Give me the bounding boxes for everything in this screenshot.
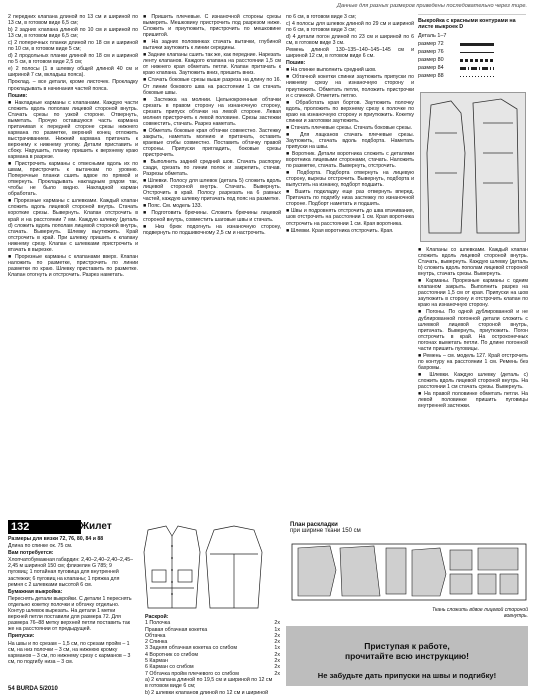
paragraph: ■ Ремень – см. модель 127. Край отстрочить по контуру на расстоянии 1 см. Ремень без бахромы.	[418, 352, 528, 371]
cutting-list	[145, 614, 280, 696]
paragraph: Хлопчатобумажная габардин: 2,40–2,40–2,40–2,45–2,45 м шириной 150 см; флизелин G 785; 9 пуговиц; 1 потайная пуговица для внутренней застежки; 6 пуговиц на клапаны; 1 пряжка для ремня с 2 шлевками высотой 6 см.	[8, 557, 133, 588]
paragraph: ■ Пристрочить карманы с отвесными вдоль их по швам, пристрочить к вытачкам по уровню. Поперечные планки сшить вдвое по прямой и отвернуть. Прокладывать накладным рядом так, чтобы не было видно. Накладной карман обработать.	[8, 161, 138, 198]
part-qty: 2x	[274, 620, 280, 627]
paragraph: ■ Застежка на молнии. Цельнокроенные обтачки срезать в правом сторону на изнаночную сторону, срезать припуск обтачки на левой стороне. Левая молния пристрочить к левой половине. Срезы застежки совместить, стачать. Разрез наметать.	[143, 96, 281, 127]
text-column-2	[143, 14, 281, 237]
part-name: Правая обтачная кокетка	[145, 626, 208, 633]
paragraph: ■ Низ брюк подогнуть на изнаночную сторону, подвернуть по подшивочному 2,5 см и настрочить.	[143, 223, 281, 236]
size-label: Деталь 1–7	[418, 33, 447, 40]
paragraph: ■ Воротник. Детали воротника сложить с деталями воротника лицевыми сторонами, стачать. Наложить по разметке, стачать. Вывернуть, отстрочить.	[286, 150, 414, 170]
paragraph: Проклад. – все детали, кроме листочек. Прокладку прокладывать в начинания частей пояса.	[8, 79, 138, 92]
paragraph: ■ Обметать боковые края обтачки совместно. Застежку закрыть, наметать молнию и притачать, оставить краевые сгибы совместно. Поставить обтачку правой стороны. Припуски пригладить, боковые срезы пристрочить.	[143, 127, 281, 159]
part-name: b) 2 шлевки клапанов длиной по 12 см и шириной	[145, 689, 269, 696]
section-heading: Пошив:	[286, 60, 306, 67]
part-qty: 2x	[274, 658, 280, 665]
paragraph: Переснять детали выкройки. С детали 1 переснять отдельно кокетку полочки и обтачку отдельно. Контур шлевок вырезать. На детали 1 метки верхней петли поставили для размера 72. Для размера 76–88 метку верхней петли поставить так же на расстоянии от предыдущей.	[8, 595, 132, 633]
part-qty: 2x	[274, 670, 280, 677]
line-swatch	[460, 43, 494, 46]
text-column-1	[8, 14, 138, 279]
paragraph: d) 2 продольных планки длиной по 18 см и шириной по 5 см, в готовом виде 2,5 см;	[8, 53, 138, 66]
layout-subtitle: при ширине ткани 150 см	[290, 528, 361, 534]
paragraph: ■ Шлевки. Края воротника отстрочить. Края.	[286, 227, 394, 234]
paragraph: Ремень длиной 130–135–140–145–145 см и шириной 12 см, в готовом виде 6 см.	[286, 47, 414, 60]
paragraph: ■ На правой половинке обметать петли. На левой половинке пришить пуговицы внутренней застежки.	[418, 391, 528, 410]
paragraph: d) 4 детали погон длиной по 23 см и шириной по 6 см, в готовом виде 3 см.	[286, 34, 414, 47]
paragraph: ■ Пояс. См. модель 133.	[143, 203, 203, 210]
size-legend-row	[418, 40, 526, 48]
paragraph: ■ Обработать края бортов. Заутюжить полочку вдоль, проложить по верхнему срезу к полочке по краю на изнаночную сторону и приутюжить. Кокетку спинки и заготовки заутюжить.	[286, 99, 414, 124]
technical-drawing	[138, 522, 273, 612]
paragraph: ■ Прорезные карманы с шлевками. Каждый клапан сложить вдоль лицевой стороной внутрь. Стачать короткие срезы. Вывернуть. Клапан отстрочить в край и на расстоянии 7 мм. Каждую шлевку (деталь d) сложить вдоль пополам лицевой стороной внутрь, стачать. Вывернуть. Шлевку выутюжить. Край отстрочить в край. При шлевку пришить к клапану нижнему срезу. Клапан с шлевками пристрочить и втачать в вырезке.	[8, 198, 138, 253]
text-column-3	[286, 14, 414, 235]
line-swatch	[460, 52, 494, 53]
banner-line-3: Не забудьте дать припуски на швы и подгибку!	[317, 671, 497, 680]
size-legend	[418, 14, 526, 87]
part-qty: 2x	[274, 651, 280, 658]
paragraph: ■ Клапаны со шлевками. Каждый клапан сложить вдоль лицевой стороной внутрь. Стачать, вывернуть. Каждую шлевку (деталь b) сложить вдоль пополам лицевой стороной внутрь, стачать срезы. Вывернуть.	[418, 247, 528, 278]
size-legend-row	[418, 64, 526, 72]
paragraph: На швы и по срезам – 1,5 см, по срезам пройм – 1 см, на низ полочки – 3 см, на нижнюю кромку карманов – 3 см, по нижнему срезу с карманов – 3 см, по подгибу низа – 3 см.	[8, 640, 131, 665]
banner-line-2: прочитайте всю инструкцию!	[344, 651, 470, 661]
paragraph: c) 4 полосы для шлевок длиной по 29 см и шириной по 6 см, в готовом виде 3 см;	[286, 21, 414, 34]
paragraph: по 6 см, в готовом виде 3 см;	[286, 14, 356, 20]
size-label: размер 72	[418, 41, 444, 48]
paragraph: ■ Швы и подровнять отстрочить до шва втачивания, шов отстрочить на расстоянии 1 см. Края воротника отстрочить на расстоянии 1 см. Края воротника.	[286, 208, 414, 227]
cutting-layout-svg	[290, 530, 528, 612]
paragraph: ■ Обтачной кокетки спинки заутюжить припуски по нижнему срезу на изнаночную сторону и приутюжить. Обметать петли, положить пристрочки и с спинкой. Отметить петлю.	[286, 74, 414, 99]
paragraph: ■ Подборта. Подборта отвернуть на лицевую сторону, вырезы отстрочить. Вывернуть, подборта и выпустить на изнанку, подборт подшить.	[286, 170, 414, 189]
paragraph: ■ Прорезные карманы с клапанами вверх. Клапан наложить по разметке, пристрочить по линии разметки по краю. Шлевку приставить по разметке. Клапан отогнуть и отстрочить. Разрез наметать.	[8, 253, 138, 278]
page-number: 54	[8, 686, 15, 692]
part-name: 6 Карман со сгибом	[145, 664, 194, 671]
part-name: Обтачка	[145, 632, 166, 639]
paragraph: e) 2 полосы (1 в шлевку общей длиной 40 см и шириной 7 см, вкладыш пояса).	[8, 66, 138, 79]
paragraph: ■ На задних половинках стачать вытачки, глубиной вытачки заутюжить к линии середины.	[143, 39, 281, 52]
cutting-layout-diagram	[290, 530, 528, 612]
sizes-line: Размеры для вязки 72, 76, 80, 84 и 88	[8, 536, 104, 542]
part-name: 7 Обтачка пройм плечевого со сгибом	[145, 670, 239, 677]
length-line: Длина по спинке ок. 75 см.	[8, 543, 73, 550]
paragraph: ■ Подготовить брючины. Сложить брючины лицевой стороной внутрь, совместить шаговые швы и стачать.	[143, 210, 281, 223]
section-heading: Раскрой:	[145, 614, 169, 620]
pattern-thumbnail-drawing	[421, 93, 525, 241]
size-label: размер 76	[418, 49, 444, 56]
size-label: размер 84	[418, 65, 444, 72]
size-legend-row	[418, 72, 526, 80]
paragraph: ■ Для лацканов стачать плечевые срезы. Заутюжить, стачать вдоль подборта. Наметать припуски на швы.	[286, 131, 414, 150]
paragraph: b) 2 задних клапана длиной по 10 см и шириной по 13 см, в готовом виде 6,5 см;	[8, 27, 138, 40]
paragraph: ■ Задние клапаны сшить так же, как передние. Нарезать ленту клапанов. Каждого клапана на расстоянии 1,5 см от нижнего края обметать петли. Клапан притачать к краю клапана. Заутюжить вниз, пришить вниз.	[143, 52, 281, 77]
part-name: 2 Спинка	[145, 639, 168, 646]
banner-line-1: Приступая к работе,	[364, 641, 450, 651]
part-name: в готовом виде 6 см;	[145, 683, 196, 690]
paragraph: ■ Шлевки. Каждую шлевку (деталь с) сложить вдоль лицевой стороной внутрь. На расстоянии 1 см стачать срезы. Вывернуть.	[418, 371, 528, 391]
part-name: 1 Полочка	[145, 620, 171, 627]
cutting-row	[145, 690, 280, 696]
layout-note: Ткань сложить вдвое лицевой стороной вовнутрь.	[432, 607, 528, 619]
text-column-4	[418, 247, 528, 410]
magazine-name: BURDA	[16, 686, 38, 692]
paragraph: ■ Стачать боковые срезы выше разреза на длину по 16. От линии бокового шва на расстоянии 1 см стачать боковые швы.	[143, 77, 281, 96]
header-note: Данные для разных размеров приведены последовательно через тире.	[337, 3, 527, 9]
paragraph: ■ Шлевки. Полосу для шлевок (деталь 5) сложить вдоль лицевой стороной внутрь. Стачать. Вывернуть. Отстрочить в край. Полосу разрезать на 6 равных частей, каждую шлевку притачать под пояс на разметке.	[143, 178, 281, 203]
section-heading: Пошив:	[8, 92, 28, 99]
model-name: Жилет	[80, 521, 112, 532]
part-qty: 1x	[274, 626, 280, 633]
paragraph: ■ Вшить подкладку еще раз отвернуть вперед. Притачать по подгибу низа застежку по изнаночной стороне. Подборт наметать и подшить.	[286, 189, 414, 208]
part-name: 4 Воротник со сгибом	[145, 651, 199, 658]
section-heading: Бумажная выкройка:	[8, 588, 63, 595]
part-qty: 1x	[274, 645, 280, 652]
pattern-thumbnail	[420, 92, 526, 242]
vest-drawing	[138, 522, 273, 612]
layout-title-text: План раскладки	[290, 522, 338, 528]
line-swatch	[460, 59, 494, 62]
paragraph: c) 2 поперечных планки длиной по 18 см и шириной по 10 см, в готовом виде 5 см;	[8, 40, 138, 53]
paragraph: ■ Пришить плечевые. С изнаночной стороны срезы вымерить. Мешковину пристрочить под разрезом ниже. Сложить и приутюжить, пристрочить по мешковине пришитой.	[143, 14, 281, 39]
size-legend-row	[418, 32, 526, 40]
instruction-banner	[286, 626, 528, 686]
part-qty: 2x	[274, 664, 280, 671]
paragraph: ■ На спинке выполнить средний шов.	[286, 67, 377, 74]
issue-number: 5/2010	[39, 686, 58, 692]
paragraph: 2 передних клапана длиной по 13 см и шириной по 13 см, в готовом виде 6,5 см;	[8, 14, 138, 27]
banner-heading	[286, 641, 528, 661]
size-legend-row	[418, 48, 526, 56]
size-legend-title: Выкройка с красными контурами на листе выкроек D	[418, 18, 516, 31]
part-qty: 2x	[274, 639, 280, 646]
part-qty: 2x	[274, 632, 280, 639]
line-swatch	[460, 76, 494, 77]
page-footer	[8, 686, 58, 692]
paragraph: ■ Стачать плечевые срезы. Стачать боковые срезы.	[286, 124, 413, 131]
paragraph: ■ Карманы. Прорезные карманы с одним клапаном закрыть. Выполнить разрез на расстоянии 1,5 см от края. Припуски на шов заутюжить в сторону и отстрочить клапан по краю на изнаночную сторону.	[418, 278, 528, 309]
size-legend-row	[418, 56, 526, 64]
size-label: размер 80	[418, 57, 444, 64]
model-number: 132	[8, 520, 81, 534]
part-name: а) 2 клапана длиной по 19,5 см и шириной по 12 см	[145, 676, 273, 683]
size-label: размер 88	[418, 73, 444, 80]
model-specs	[8, 536, 133, 666]
paragraph: ■ Выполнить задний средний шов. Стачать распорку сзади, срезать по линии полок и закрепить, стачав. Разрезы обметать.	[143, 159, 281, 178]
line-swatch	[460, 67, 494, 70]
paragraph: ■ Накладные карманы с клапанами. Каждую части сложить вдоль пополам лицевой стороной внутрь. Стачать срезы по узкой стороне. Отвернуть, выметать. Прочую оставшуюся часть кармана притачивая к передней стороне срезы нижнего кармана по разметке, верхний конец отложить выстрачиванием. Нижний кармана притачать к верхнему к нижнему уголку. Детали приставить и сбоку. Нарушить, планку пришить к верхнему краю кармана в разрезе.	[8, 99, 138, 161]
part-name: 3 Задняя обтачная кокетка со сгибом	[145, 645, 237, 652]
section-heading: Вам потребуется:	[8, 550, 54, 557]
paragraph: ■ Погоны. По одной дублированной и не дублированной погонной детали сложить с шлевкой лицевой стороной внутрь, притачать. Вывернуть, приутюжить. Погон отстрочить в край. На остроконечных погонах выметать петли. По длине погонной части пришить пуговицы.	[418, 309, 528, 352]
part-name: 5 Карман	[145, 658, 168, 665]
section-heading: Припуски:	[8, 633, 35, 640]
